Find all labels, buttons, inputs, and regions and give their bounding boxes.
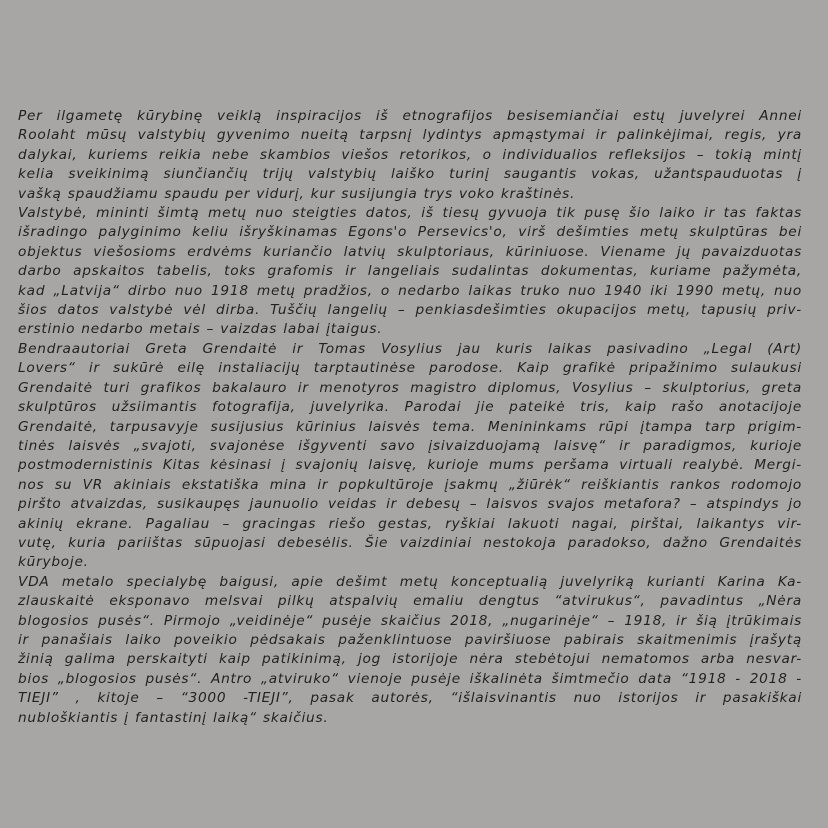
text-line: Roolaht mūsų valstybių gyvenimo nueitą tarpsnį lydintys apmąstymai ir palinkėjimai, regis, yra <box>18 127 802 144</box>
text-line: bios „blogosios pusės“. Antro „atviruko“ vienoje pusėje iškalinėta šimtmečio data “1918 - 2018 - <box>18 670 802 687</box>
text-line: piršto atvaizdas, susikaupęs jaunuolio veidas ir debesų – laisvos svajos metafora? – atspindys jo <box>18 496 802 513</box>
text-line: kelia sveikinimą siunčiančių trijų valstybių laiško turinį saugantis vokas, užantspauduotas į <box>18 166 802 183</box>
article-text <box>18 107 802 728</box>
text-line: tinės laisvės „svajoti, svajonėse išgyventi savo įsivaizduojamą laisvę“ ir paradigmos, kurioje <box>18 437 802 454</box>
text-line: šios datos valstybė vėl dirba. Tuščių langelių – penkiasdešimties okupacijos metų, tapusių priv- <box>18 302 802 319</box>
paragraph <box>18 340 802 573</box>
text-line: nos su VR akiniais ekstatiška mina ir popkultūroje įsakmų „žiūrėk“ reiškiantis rankos rodomojo <box>18 476 802 493</box>
text-line: darbo apskaitos tabelis, toks grafomis ir langeliais sudalintas dokumentas, kuriame pažymėta, <box>18 263 802 280</box>
text-line: objektus viešosioms erdvėms kuriančio latvių skulptoriaus, kūriniuose. Viename jų pavaizduotas <box>18 243 802 260</box>
paragraph <box>18 204 802 340</box>
text-line: postmodernistinis Kitas kėsinasi į svajonių laisvę, kurioje mums peršama virtuali realybė. Mergi- <box>18 457 802 474</box>
text-line: Per ilgametę kūrybinę veiklą inspiracijos iš etnografijos besisemiančiai estų juvelyrei Annei <box>18 108 802 124</box>
text-line: Lovers“ ir sukūrė eilę instaliacijų tarptautinėse parodose. Kaip grafikė pripažinimo sulaukusi <box>18 360 802 377</box>
text-line: skulptūros užsiimantis fotografija, juvelyrika. Parodai jie pateikė tris, kaip rašo anotacijoje <box>18 399 802 416</box>
text-line: VDA metalo specialybę baigusi, apie dešimt metų konceptualią juvelyriką kurianti Karina Ka- <box>18 573 802 590</box>
text-line: vašką spaudžiamu spaudu per vidurį, kur susijungia trys voko kraštinės. <box>18 185 576 202</box>
text-line: kad „Latvija“ dirbo nuo 1918 metų pradžios, o nedarbo laikas truko nuo 1940 iki 1990 metų, nuo <box>18 282 802 299</box>
text-line: blogosios pusės“. Pirmojo „veidinėje“ pusėje skaičius 2018, „nugarinėje“ – 1918, ir šią įtrūkimais <box>18 612 802 629</box>
text-line: Valstybė, mininti šimtą metų nuo steigties datos, iš tiesų gyvuoja tik pusę šio laiko ir tas faktas <box>18 205 802 222</box>
text-line: TIEJI” , kitoje – “3000 -TIEJI”, pasak autorės, “išlaisvinantis nuo istorijos ir pasakiškai <box>18 690 802 707</box>
text-line: nubloškiantis į fantastinį laiką“ skaičius. <box>18 709 329 726</box>
text-line: išradingo palyginimo keliu išryškinamas Egons'o Persevics'o, virš dešimties metų skulptūras bei <box>18 224 802 241</box>
text-line: akinių ekrane. Pagaliau – gracingas riešo gestas, ryškiai lakuoti nagai, pirštai, laikantys vir- <box>18 515 802 532</box>
text-line: kūryboje. <box>18 554 89 571</box>
text-line: dalykai, kuriems reikia nebe skambios viešos retorikos, o individualios refleksijos – tokią mintį <box>18 146 802 163</box>
text-line: Grendaitė, tarpusavyje susijusius kūrinius laisvės tema. Menininkams rūpi įtampa tarp prigim- <box>18 418 802 435</box>
text-line: žinią galima perskaityti kaip patikinimą, jog istorijoje nėra stebėtojui nematomos arba nesvar- <box>18 651 802 668</box>
text-line: Grendaitė turi grafikos bakalauro ir menotyros magistro diplomus, Vosylius – skulptorius, greta <box>18 379 802 396</box>
paragraph <box>18 573 802 728</box>
text-line: vutę, kuria pariištas sūpuojasi debesėlis. Šie vaizdiniai nestokoja paradokso, dažno Grendaitės <box>18 534 802 551</box>
paragraph <box>18 107 802 204</box>
text-line: Bendraautoriai Greta Grendaitė ir Tomas Vosylius jau kuris laikas pasivadino „Legal (Art) <box>18 340 802 357</box>
text-line: erstinio nedarbo metais – vaizdas labai įtaigus. <box>18 321 383 338</box>
text-line: zlauskaitė eksponavo melsvai pilkų atspalvių emaliu dengtus “atvirukus“, pavadintus „Nėra <box>18 593 802 610</box>
text-line: ir panašiais laiko poveikio pėdsakais paženklintuose paviršiuose pabirais skaitmenimis įrašytą <box>18 631 802 648</box>
